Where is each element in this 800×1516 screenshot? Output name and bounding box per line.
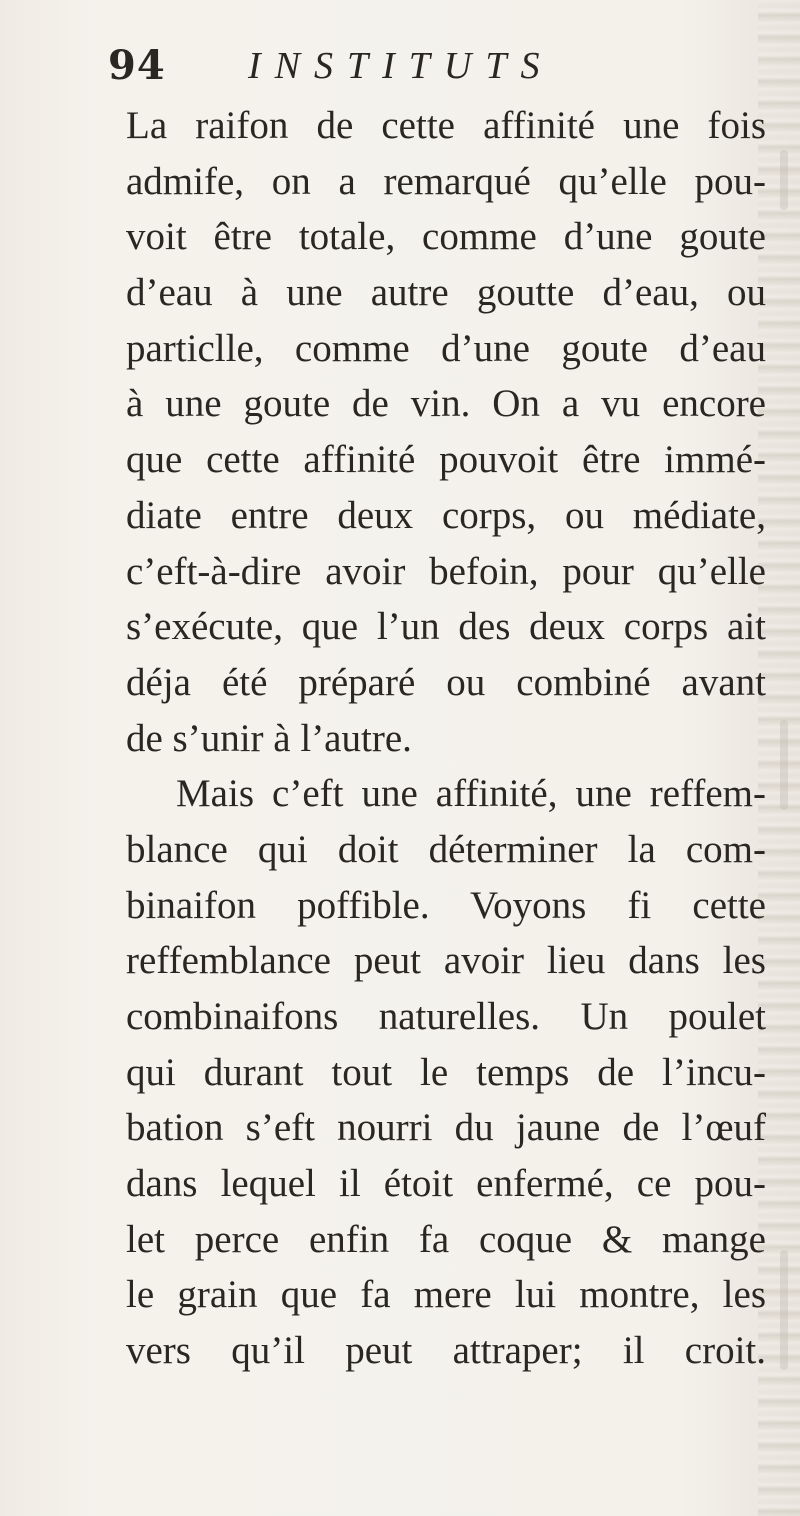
- text-line: admife, on a remarqué qu’elle pou-: [126, 159, 766, 203]
- text-line: reffemblance peut avoir lieu dans les: [126, 939, 766, 983]
- page-number: 94: [108, 42, 166, 89]
- text-line: de s’unir à l’autre.: [126, 716, 412, 760]
- text-line: s’exécute, que l’un des deux corps ait: [126, 605, 766, 649]
- text-line: le grain que fa mere lui montre, les: [126, 1273, 766, 1317]
- paper-smudge: [780, 720, 788, 810]
- paragraph-first-line: Mais c’eft une affinité, une reffem-: [176, 772, 766, 816]
- text-line: que cette affinité pouvoit être immé-: [126, 438, 766, 482]
- text-line: binaifon poffible. Voyons fi cette: [126, 883, 766, 927]
- text-line: vers qu’il peut attraper; il croit.: [126, 1329, 766, 1373]
- text-line: dans lequel il étoit enfermé, ce pou-: [126, 1162, 766, 1206]
- text-line: à une goute de vin. On a vu encore: [126, 382, 766, 426]
- text-line: voit être totale, comme d’une goute: [126, 215, 766, 259]
- page-header: [108, 42, 668, 98]
- text-line: combinaifons naturelles. Un poulet: [126, 995, 766, 1038]
- text-line: c’eft-à-dire avoir befoin, pour qu’elle: [126, 549, 766, 593]
- text-line: La raifon de cette affinité une fois: [126, 104, 766, 147]
- text-line: let perce enfin fa coque & mange: [126, 1217, 766, 1261]
- text-line: diate entre deux corps, ou médiate,: [126, 493, 766, 537]
- body-text: [126, 98, 766, 1379]
- text-line: particlle, comme d’une goute d’eau: [126, 326, 766, 370]
- text-line: bation s’eft nourri du jaune de l’œuf: [126, 1106, 766, 1150]
- text-line: d’eau à une autre goutte d’eau, ou: [126, 271, 766, 315]
- running-title: INSTITUTS: [248, 45, 554, 87]
- paper-smudge: [780, 150, 788, 210]
- text-line: déja été préparé ou combiné avant: [126, 660, 766, 704]
- text-line: blance qui doit déterminer la com-: [126, 827, 766, 871]
- text-line: qui durant tout le temps de l’incu-: [126, 1050, 766, 1094]
- paper-smudge: [780, 1250, 788, 1370]
